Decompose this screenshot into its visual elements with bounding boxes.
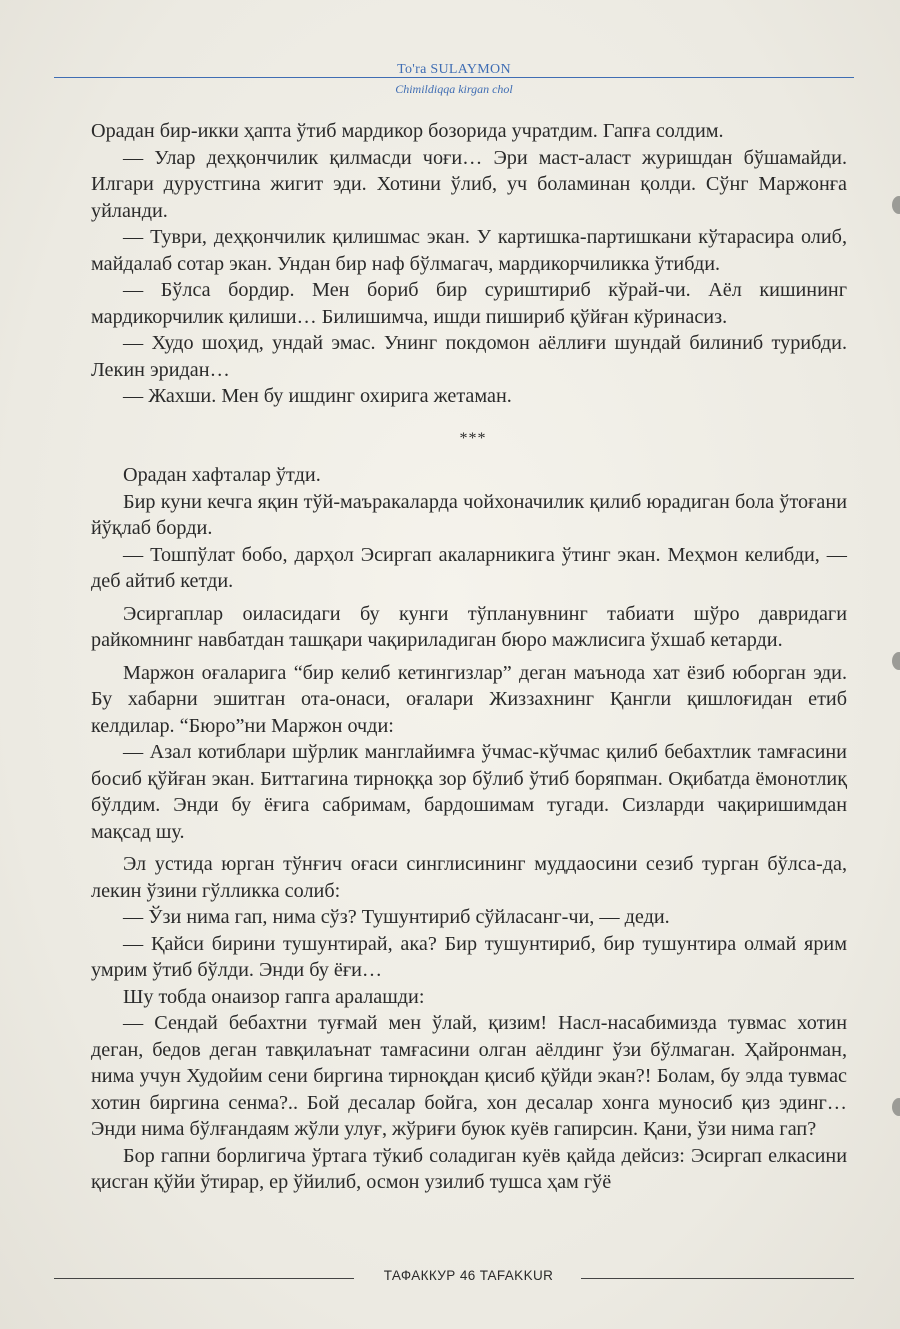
- paragraph: — Азал котиблари шўрлик манглайимға ўчмас-кўчмас қилиб бебахтлик тамғасини босиб қўйған экан. Биттагина тирноққа зор бўлиб ўтиб боряпман. Оқибатда ёмонотлиқ бўлдим. Энди бу ёғига сабримам, бардошимам тугади. Сизларди чақиришимдан мақсад шу.: [91, 741, 847, 843]
- footer-rule-right: [581, 1278, 854, 1279]
- paragraph: Орадан бир-икки ҳапта ўтиб мардикор бозорида учратдим. Гапға солдим.: [91, 120, 724, 142]
- header-rule: [54, 77, 854, 78]
- paragraph: Бир куни кечга яқин тўй-маъракаларда чойхоначилик қилиб юрадиган бола ўтоғани йўқлаб борди.: [91, 490, 847, 539]
- paragraph: Эл устида юрган тўнғич оғаси синглисининг муддаосини сезиб турган бўлса-да, лекин ўзини гўлликка солиб:: [91, 853, 847, 902]
- page-footer: [54, 1268, 854, 1288]
- paragraph: Шу тобда онаизор гапга аралашди:: [123, 985, 425, 1008]
- binding-hole: [892, 1098, 900, 1116]
- running-header-subtitle: Chimildiqqa kirgan chol: [395, 82, 513, 96]
- footer-page-label: ТАФАККУР 46 TAFAKKUR: [383, 1268, 554, 1283]
- binding-hole: [892, 196, 900, 214]
- paragraph: — Тошпўлат бобо, дарҳол Эсиргап акаларникига ўтинг экан. Меҳмон келибди, — деб айтиб кетди.: [91, 543, 847, 592]
- paragraph: — Бўлса бордир. Мен бориб бир суриштириб кўрай-чи. Аёл кишининг мардикорчилик қилиши… Билишимча, ишди пишириб қўйған кўринасиз.: [91, 279, 847, 328]
- paragraph: Маржон оғаларига “бир келиб кетингизлар” деган маънода хат ёзиб юборган эди. Бу хабарни эшитган ота-онаси, оғалари Жиззахнинг Қангли қишлоғидан етиб келдилар. “Бюро”ни Маржон очди:: [91, 661, 847, 737]
- paragraph: — Сендай бебахтни туғмай мен ўлай, қизим! Насл-насабимизда тувмас хотин деган, бедов деган тавқилаънат тамғасини олган аёлдинг ўзи бўлмаган. Ҳайронман, нима учун Худойим сени биргина тирноқдан қисиб қўйди экан?! Болам, бу элда тувмас хотин биргина сенма?.. Бой десалар бойга, хон десалар хонга муносиб қиз эдинг… Энди нима бўлғандаям жўли улуғ, жўриғи буюк куёв гапирсин. Қани, ўзи нима гап?: [91, 1012, 847, 1140]
- paragraph: — Жахши. Мен бу ишдинг охирига жетаман.: [123, 385, 512, 407]
- binding-hole: [892, 652, 900, 670]
- paragraph: Бор гапни борлигича ўртага тўкиб соладиган куёв қайда дейсиз: Эсиргап елкасини қисган қўйи ўтирар, ер ўйилиб, осмон узилиб тушса ҳам гўё: [91, 1144, 847, 1193]
- paragraph: Орадан хафталар ўтди.: [123, 464, 321, 486]
- paragraph: — Худо шоҳид, ундай эмас. Унинг покдомон аёллиғи шундай билиниб турибди. Лекин эридан…: [91, 332, 847, 381]
- paragraph: Эсиргаплар оиласидаги бу кунги тўпланувнинг табиати шўро давридаги райкомнинг навбатдан ташқари чақириладиган бюро мажлисига ўхшаб кетарди.: [91, 602, 847, 651]
- section-separator: ***: [459, 429, 487, 447]
- paragraph: — Туври, деҳқончилик қилишмас экан. У картишка-партишкани кўтарасира олиб, майдалаб сотар экан. Ундан бир наф бўлмагач, мардикорчиликка ўтибди.: [91, 226, 847, 275]
- paragraph: — Улар деҳқончилик қилмасди чоғи… Эри маст-аласт журишдан бўшамайди. Илгари дурустгина жигит эди. Хотини ўлиб, уч боламинан қолди. Сўнг Маржонға уйланди.: [91, 146, 847, 222]
- footer-rule-left: [54, 1278, 354, 1279]
- paragraph: — Ўзи нима гап, нима сўз? Тушунтириб сўйласанг-чи, — деди.: [123, 906, 670, 928]
- running-header-author: To'ra SULAYMON: [397, 62, 511, 77]
- body-text: [91, 118, 847, 1196]
- paragraph: — Қайси бирини тушунтирай, ака? Бир тушунтириб, бир тушунтира олмай ярим умрим ўтиб бўлди. Энди бу ёғи…: [91, 932, 847, 981]
